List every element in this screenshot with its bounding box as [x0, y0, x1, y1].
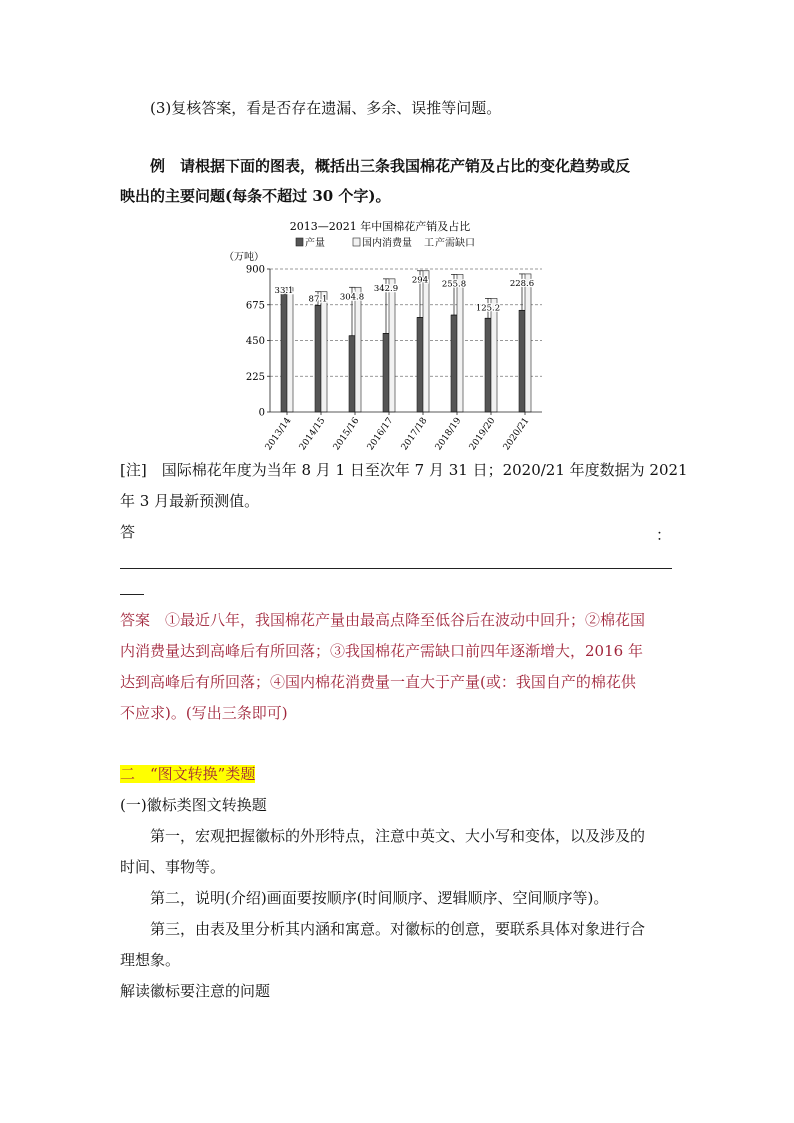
y-tick-label: 900	[245, 264, 265, 276]
legend-production-label: 产量	[305, 238, 325, 249]
x-axis-ticks	[264, 412, 532, 452]
y-tick-label: 675	[245, 300, 265, 312]
gap-value-label: 87.1	[308, 294, 328, 305]
production-bar	[519, 310, 525, 412]
production-bar	[383, 333, 389, 412]
gap-value-label: 228.6	[509, 278, 535, 289]
production-bar	[417, 317, 423, 412]
para-1-line-1: 第一，宏观把握徽标的外形特点，注意中英文、大小写和变体，以及涉及的	[150, 827, 646, 845]
consumption-bar	[355, 287, 361, 412]
legend-gap-label: 产需缺口	[435, 238, 475, 249]
para-3-line-2: 理想象。	[120, 951, 181, 969]
answer-blank-line-end	[120, 594, 144, 595]
para-4: 解读徽标要注意的问题	[120, 982, 271, 1000]
consumption-bar	[491, 298, 497, 412]
answer-prompt-label: 答	[120, 523, 136, 541]
answer-line-1	[120, 610, 645, 630]
answer-line-2: 内消费量达到高峰后有所回落；③我国棉花产需缺口前四年逐渐增大，2016 年	[120, 642, 643, 660]
production-bar	[349, 336, 355, 412]
para-2: 第二，说明(介绍)画面要按顺序(时间顺序、逻辑顺序、空间顺序等)。	[150, 889, 609, 907]
consumption-bar	[287, 288, 293, 412]
x-tick-label: 2019/20	[467, 415, 498, 453]
consumption-bar	[389, 279, 395, 412]
answer-line-4: 不应求)。(写出三条即可)	[120, 704, 288, 722]
gap-value-label: 294	[411, 275, 429, 286]
example-line-2: 映出的主要问题(每条不超过 30 个字)。	[120, 187, 391, 205]
x-tick-label: 2018/19	[433, 415, 464, 453]
example-line-1: 例 请根据下面的图表，概括出三条我国棉花产销及占比的变化趋势或反	[150, 157, 631, 175]
gap-value-label: 33.1	[274, 286, 294, 297]
x-tick-label: 2015/16	[331, 415, 362, 453]
answer-line-1-text: ①最近八年，我国棉花产量由最高点降至低谷后在波动中回升；②棉花国	[150, 611, 646, 629]
y-tick-label: 225	[245, 371, 265, 383]
legend-consumption-label: 国内消费量	[362, 238, 412, 249]
gap-value-label: 255.8	[441, 279, 467, 290]
step3-text: (3)复核答案，看是否存在遗漏、多余、误推等问题。	[150, 99, 502, 117]
para-1-line-2: 时间、事物等。	[120, 858, 226, 876]
consumption-bar	[457, 274, 463, 412]
section-2-heading: 二 “图文转换”类题	[120, 765, 256, 783]
answer-tag: 答案	[120, 611, 151, 629]
production-bar	[281, 293, 287, 412]
cotton-chart	[224, 214, 560, 454]
production-bar	[451, 315, 457, 412]
note-line-1: [注] 国际棉花年度为当年 8 月 1 日至次年 7 月 31 日；2020/21 年度数据为 2021	[120, 461, 688, 479]
note-line-2: 年 3 月最新预测值。	[120, 492, 260, 510]
gap-value-label: 304.8	[339, 292, 365, 303]
chart-gridlines	[270, 269, 542, 376]
consumption-bar	[525, 274, 531, 412]
gap-value-label: 342.9	[373, 283, 399, 294]
x-tick-label: 2013/14	[263, 415, 294, 453]
y-axis-ticks	[246, 265, 270, 419]
para-3-line-1: 第三，由表及里分析其内涵和寓意。对徽标的创意，要联系具体对象进行合	[150, 920, 646, 938]
legend-consumption-swatch	[353, 238, 360, 246]
x-tick-label: 2017/18	[399, 415, 430, 453]
chart-legend	[296, 236, 475, 249]
chart-title: 2013—2021 年中国棉花产销及占比	[289, 220, 471, 233]
y-axis-unit: （万吨）	[224, 252, 264, 263]
x-tick-label: 2014/15	[297, 415, 328, 453]
legend-production-swatch	[296, 238, 303, 246]
x-tick-label: 2020/21	[501, 415, 532, 453]
y-tick-label: 450	[245, 336, 265, 347]
legend-gap-marker: 工	[424, 238, 434, 249]
production-bar	[485, 318, 491, 412]
subsection-1-heading: (一)徽标类图文转换题	[120, 796, 267, 814]
production-bar	[315, 306, 321, 412]
answer-blank-line	[120, 568, 672, 569]
consumption-bar	[321, 292, 327, 412]
gap-value-label: 125.2	[475, 303, 501, 314]
answer-prompt-colon: ：	[656, 526, 672, 544]
answer-line-3: 达到高峰后有所回落；④国内棉花消费量一直大于产量(或：我国自产的棉花供	[120, 673, 636, 691]
y-tick-label: 0	[258, 407, 265, 419]
consumption-bar	[423, 271, 429, 412]
x-tick-label: 2016/17	[365, 415, 396, 453]
